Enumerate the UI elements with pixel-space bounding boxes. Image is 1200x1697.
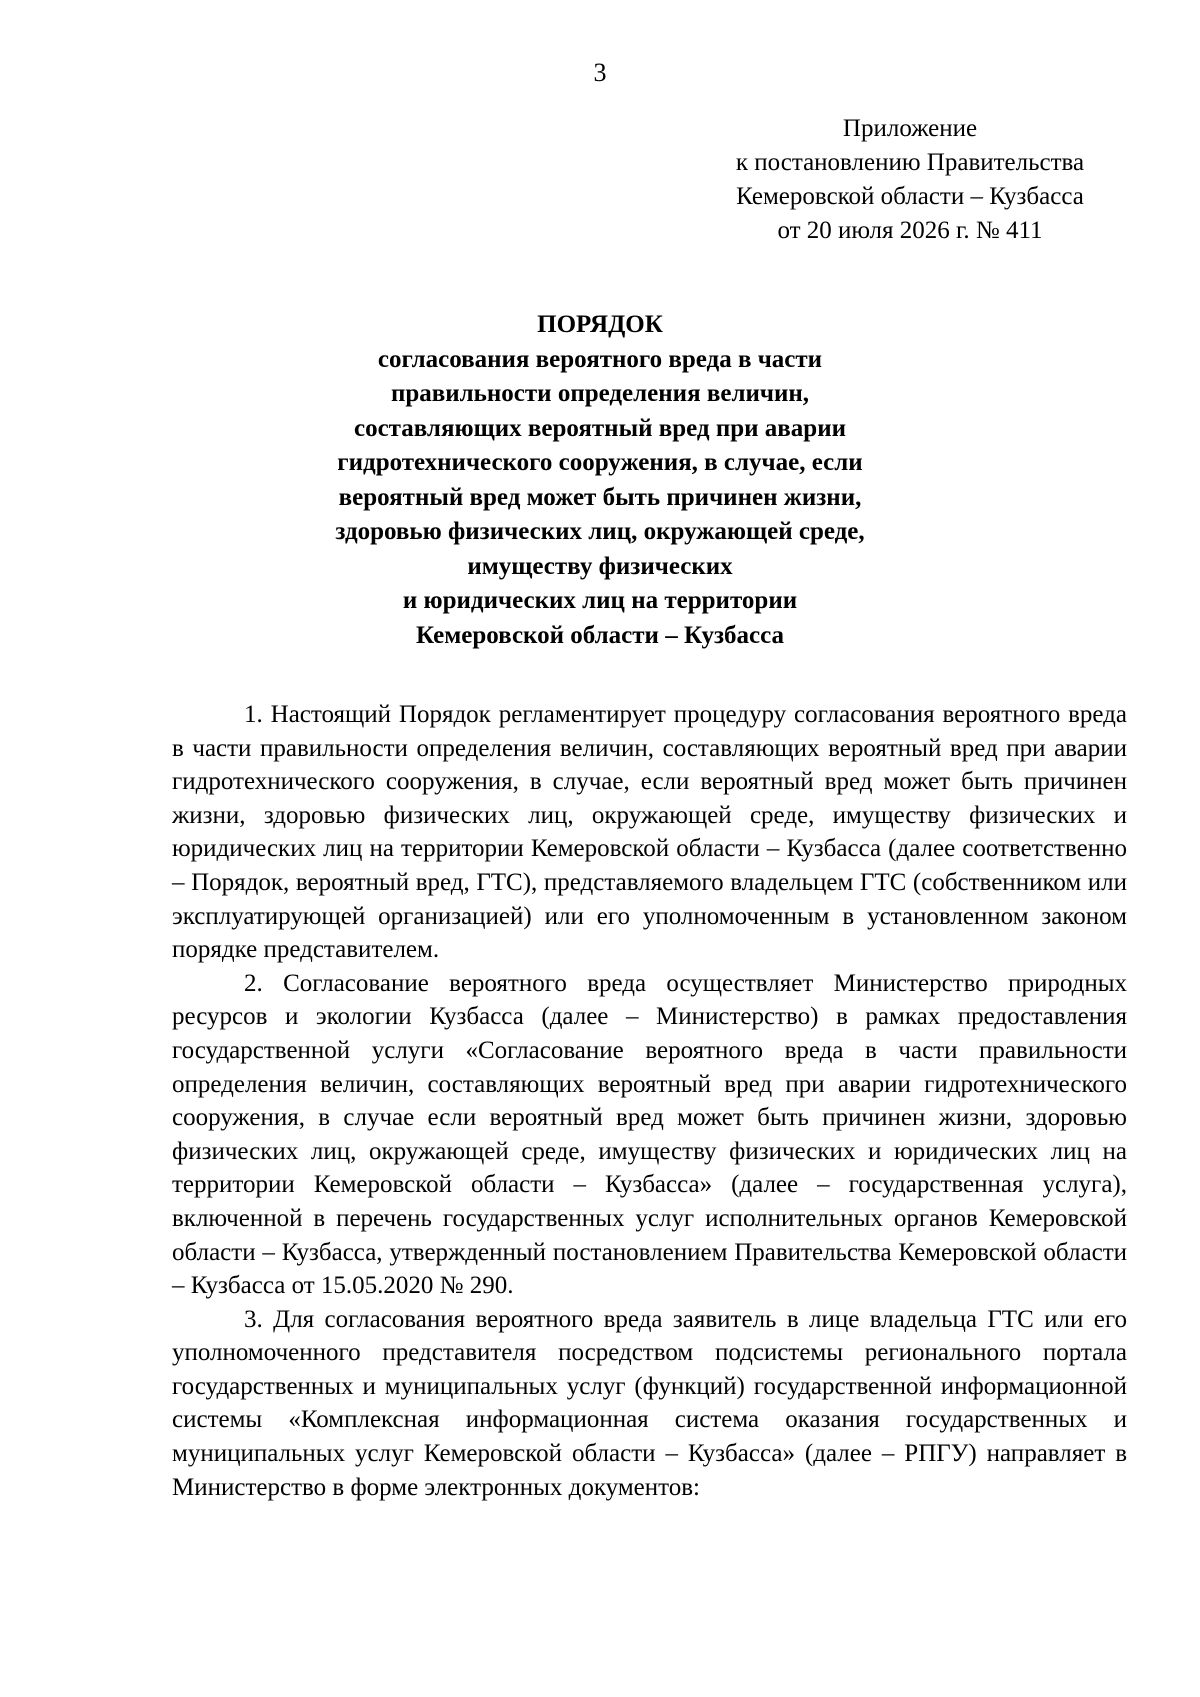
title-line: правильности определения величин, [390, 380, 810, 407]
title-line: вероятный вред может быть причинен жизни, [338, 483, 862, 511]
appendix-line: Приложение [842, 115, 978, 142]
appendix-line: от 20 июля 2026 г. № 411 [777, 217, 1043, 244]
appendix-block [690, 112, 1130, 248]
appendix-line: Кемеровской области – Кузбасса [736, 183, 1084, 210]
title-line: здоровью физических лиц, окружающей среде, [335, 518, 865, 545]
appendix-line: к постановлению Правительства [735, 149, 1085, 176]
title-line: составляющих вероятный вред при аварии [353, 414, 847, 442]
page-number: 3 [593, 58, 607, 87]
title-line: Кемеровской области – Кузбасса [415, 621, 785, 649]
title-line: и юридических лиц на территории [402, 587, 798, 614]
paragraph-3: 3. Для согласования вероятного вреда заявитель в лице владельца ГТС или его уполномоченного представителя посредством подсистемы регионального портала государственных и муниципальных услуг (функций) государственной информационной системы «Комплексная информационная система оказания государственных и муниципальных услуг Кемеровской области – Кузбасса» (далее – РПГУ) направляет в Министерство в форме электронных документов: [172, 1305, 1127, 1501]
title-line: согласования вероятного вреда в части [377, 345, 823, 373]
document-body [172, 698, 1127, 1504]
document-title [200, 308, 1000, 653]
paragraph-2: 2. Согласование вероятного вреда осуществляет Министерство природных ресурсов и экологии Кузбасса (далее – Министерство) в рамках предоставления государственной услуги «Согласование вероятного вреда в части правильности определения величин, составляющих вероятный вред при аварии гидротехнического сооружения, в случае если вероятный вред может быть причинен жизни, здоровью физических лиц, окружающей среде, имуществу физических и юридических лиц на территории Кемеровской области – Кузбасса» (далее – государственная услуга), включенной в перечень государственных услуг исполнительных органов Кемеровской области – Кузбасса, утвержденный постановлением Правительства Кемеровской области – Кузбасса от 15.05.2020 № 290. [172, 969, 1127, 1300]
title-line: гидротехнического сооружения, в случае, если [337, 449, 863, 476]
title-heading: ПОРЯДОК [537, 311, 663, 338]
title-line: имуществу физических [467, 552, 733, 580]
paragraph-1: 1. Настоящий Порядок регламентирует процедуру согласования вероятного вреда в части правильности определения величин, составляющих вероятный вред при аварии гидротехнического сооружения, в случае, если вероятный вред может быть причинен жизни, здоровью физических лиц, окружающей среде, имуществу физических и юридических лиц на территории Кемеровской области – Кузбасса (далее соответственно – Порядок, вероятный вред, ГТС), представляемого владельцем ГТС (собственником или эксплуатирующей организацией) или его уполномоченным в установленном законом порядке представителем. [172, 701, 1127, 964]
